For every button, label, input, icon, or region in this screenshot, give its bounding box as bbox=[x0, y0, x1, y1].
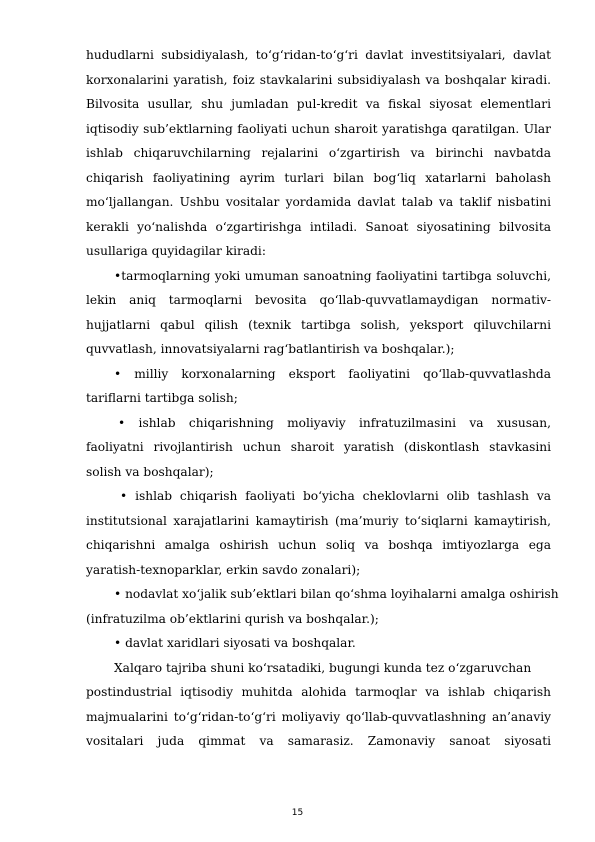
text-line: • ishlab chiqarish faoliyati bo‘yicha cheklovlarni olib tashlash va bbox=[120, 489, 551, 503]
text-line: hududlarni subsidiyalash, to‘g‘ridan-to‘g‘ri davlat investitsiyalari, davlat bbox=[86, 48, 551, 62]
text-line: Bilvosita usullar, shu jumladan pul-kredit va fiskal siyosat elementlari bbox=[86, 97, 551, 111]
text-line: tariflarni tartibga solish; bbox=[86, 391, 238, 405]
text-line: quvvatlash, innovatsiyalarni rag‘batlantirish va boshqalar.); bbox=[86, 342, 455, 356]
text-line: faoliyatni rivojlantirish uchun sharoit yaratish (diskontlash stavkasini bbox=[86, 440, 551, 454]
text-line: • ishlab chiqarishning moliyaviy infratuzilmasini va xususan, bbox=[118, 415, 551, 430]
text-line: vositalari juda qimmat va samarasiz. Zamonaviy sanoat siyosati bbox=[86, 734, 551, 748]
text-line: usullariga quyidagilar kiradi: bbox=[86, 244, 266, 258]
text-line: korxonalarini yaratish, foiz stavkalarini subsidiyalash va boshqalar kiradi. bbox=[86, 72, 551, 87]
text-line: • milliy korxonalarning eksport faoliyatini qo‘llab-quvvatlashda bbox=[114, 366, 551, 381]
text-line: kerakli yo‘nalishda o‘zgartirishga intiladi. Sanoat siyosatining bilvosita bbox=[86, 219, 551, 234]
text-line: ishlab chiqaruvchilarning rejalarini o‘zgartirish va birinchi navbatda bbox=[86, 146, 551, 160]
text-line: yaratish-texnoparklar, erkin savdo zonalari); bbox=[86, 562, 361, 577]
text-line: majmualarini to‘g‘ridan-to‘g‘ri moliyaviy qo‘llab-quvvatlashning an’anaviy bbox=[86, 709, 551, 724]
text-line: Xalqaro tajriba shuni ko‘rsatadiki, bugungi kunda tez o‘zgaruvchan bbox=[114, 660, 532, 675]
text-line: chiqarishni amalga oshirish uchun soliq va boshqa imtiyozlarga ega bbox=[86, 538, 551, 552]
text-line: institutsional xarajatlarini kamaytirish (ma’muriy to‘siqlarni kamaytirish, bbox=[86, 513, 551, 528]
text-line: • davlat xaridlari siyosati va boshqalar. bbox=[114, 636, 356, 650]
text-line: iqtisodiy sub’ektlarning faoliyati uchun sharoit yaratishga qaratilgan. Ular bbox=[86, 121, 551, 136]
text-line: chiqarish faoliyatining ayrim turlari bilan bog‘liq xatarlarni baholash bbox=[86, 170, 551, 185]
text-line: •tarmoqlarning yoki umuman sanoatning faoliyatini tartibga soluvchi, bbox=[114, 268, 551, 283]
page-number: 15 bbox=[291, 808, 304, 818]
text-line: solish va boshqalar); bbox=[86, 464, 214, 479]
text-line: hujjatlarni qabul qilish (texnik tartibga solish, yeksport qiluvchilarni bbox=[86, 317, 551, 332]
text-line: (infratuzilma ob’ektlarini qurish va boshqalar.); bbox=[86, 611, 379, 626]
text-line: lekin aniq tarmoqlarni bevosita qo‘llab-quvvatlamaydigan normativ- bbox=[86, 293, 551, 307]
text-line: • nodavlat xo‘jalik sub’ektlari bilan qo‘shma loyihalarni amalga oshirish bbox=[114, 587, 559, 601]
text-line: mo‘ljallangan. Ushbu vositalar yordamida davlat talab va taklif nisbatini bbox=[86, 195, 551, 209]
text-line: postindustrial iqtisodiy muhitda alohida tarmoqlar va ishlab chiqarish bbox=[86, 685, 551, 699]
